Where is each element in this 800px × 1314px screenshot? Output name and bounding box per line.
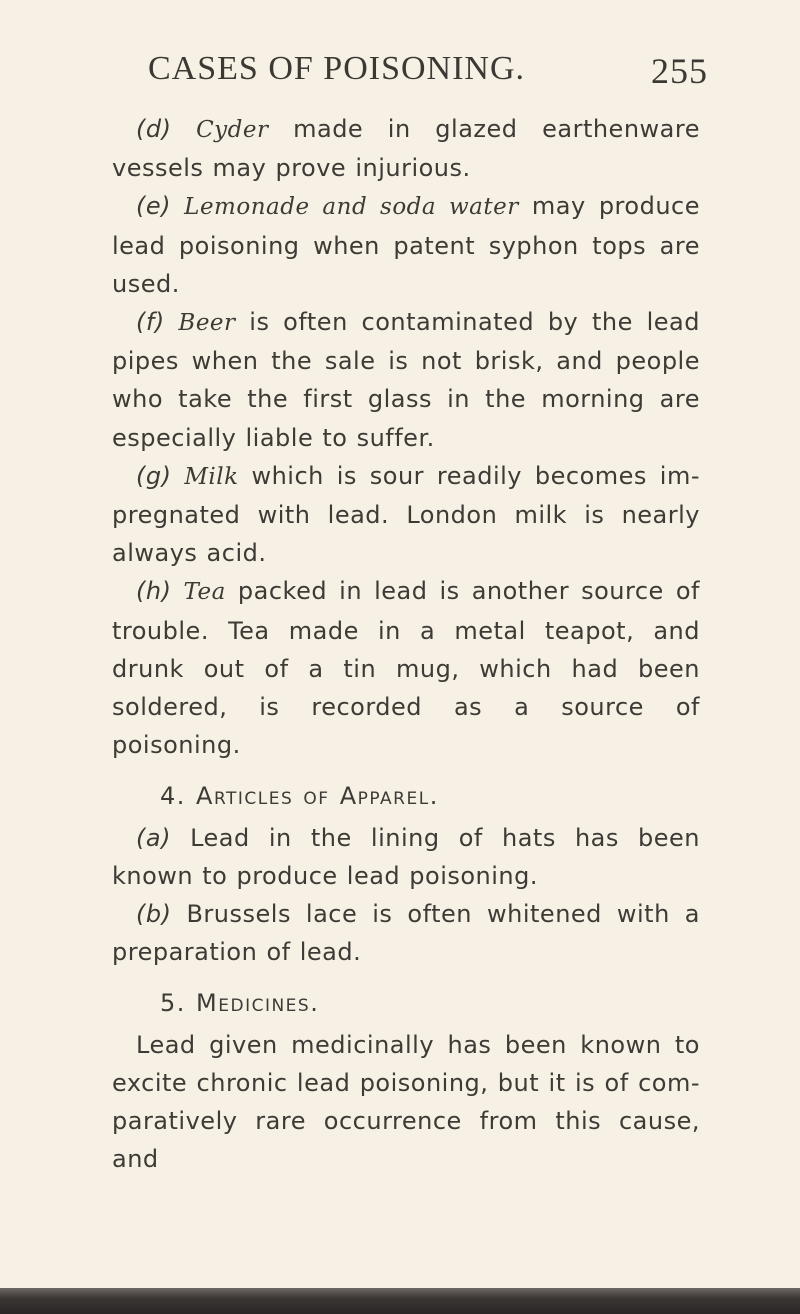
item-term: Beer xyxy=(178,310,236,337)
section-heading-medicines: 5. Medicines. xyxy=(160,989,320,1018)
page-title: CASES OF POISONING. xyxy=(148,50,526,87)
paragraph-lemonade xyxy=(112,187,700,303)
item-label: (d) xyxy=(136,115,172,143)
section-heading-apparel: 4. Articles of Apparel. xyxy=(160,782,439,811)
item-text: which is sour readily becomes im-pregnated with lead. London milk is nearly always acid. xyxy=(112,461,700,568)
item-text: may produce lead poisoning when patent syphon tops are used. xyxy=(112,192,700,298)
paragraph-beer xyxy=(112,303,700,457)
item-label: (f) xyxy=(136,308,165,337)
item-text: Brussels lace is often whitened with a preparation of lead. xyxy=(112,900,700,967)
item-text: packed in lead is another source of trouble. Tea made in a metal teapot, and drunk out of a tin mug, which had been soldered, is recorded as a source of poisoning. xyxy=(112,577,700,760)
item-term: Tea xyxy=(183,579,226,606)
paragraph-milk xyxy=(112,457,700,573)
scan-edge-band xyxy=(0,1288,800,1314)
item-text: Lead in the lining of hats has been known to produce lead poisoning. xyxy=(112,823,700,890)
item-text: is often contaminated by the lead pipes when the sale is not brisk, and people who take the first glass in the morning are especially liable to suffer. xyxy=(112,308,700,452)
item-term: Lemonade and soda water xyxy=(184,194,519,221)
item-label: (h) xyxy=(136,577,172,606)
item-label: (b) xyxy=(136,900,172,929)
paragraph-lace xyxy=(112,895,700,971)
item-label: (g) xyxy=(136,461,172,490)
item-term: Milk xyxy=(184,463,239,490)
running-head xyxy=(148,50,708,100)
paragraph-cyder xyxy=(112,110,700,187)
item-label: (a) xyxy=(136,823,171,852)
item-label: (e) xyxy=(136,192,171,221)
paragraph-hats xyxy=(112,819,700,895)
paragraph-tea xyxy=(112,572,700,764)
paragraph-medicines: Lead given medicinally has been known to excite chronic lead poisoning, but it is of com-paratively rare occurrence from this cause, and xyxy=(112,1030,700,1174)
item-text: made in glazed earthenware vessels may prove injurious. xyxy=(112,115,700,183)
page-number: 255 xyxy=(651,51,708,91)
page-body xyxy=(112,110,700,1178)
item-term: Cyder xyxy=(196,117,269,143)
